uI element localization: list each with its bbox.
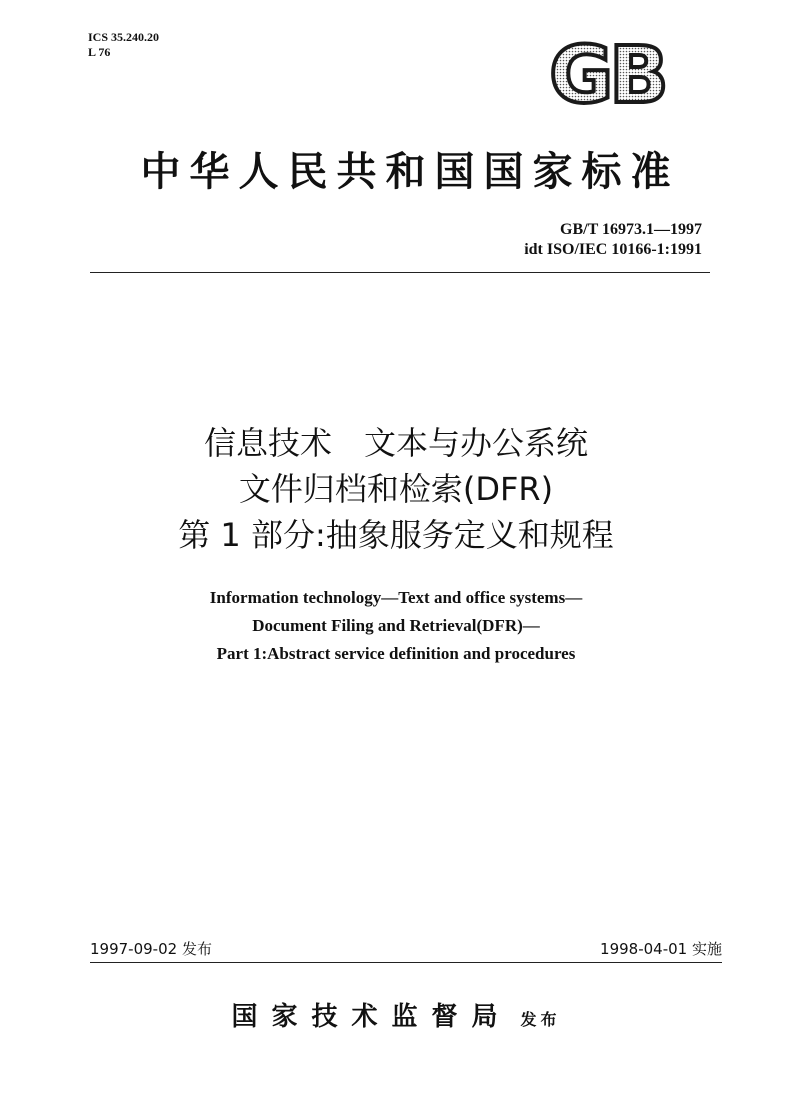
english-title <box>40 584 752 668</box>
english-title-line: Information technology—Text and office systems— <box>209 588 583 607</box>
issue-date: 1997-09-02 发布 <box>90 940 212 958</box>
classification-codes <box>88 30 159 60</box>
idt-number: idt ISO/IEC 10166-1:1991 <box>524 241 702 258</box>
ics-code: ICS 35.240.20 <box>88 30 160 44</box>
chinese-title-line: 文件归档和检索(DFR) <box>238 470 554 508</box>
publisher-action: 发布 <box>520 1010 561 1029</box>
gb-logo-icon <box>538 38 676 108</box>
english-title-line: Part 1:Abstract service definition and procedures <box>216 644 576 663</box>
publisher-name: 国家技术监督局 <box>231 1002 512 1032</box>
chinese-title-line: 第 1 部分:抽象服务定义和规程 <box>178 516 614 554</box>
publisher <box>120 996 672 1033</box>
english-title-line: Document Filing and Retrieval(DFR)— <box>252 616 540 635</box>
gb-number: GB/T 16973.1—1997 <box>560 221 702 238</box>
national-standard-title: 中华人民共和国国家标准 <box>140 148 680 195</box>
chinese-title <box>40 420 752 558</box>
implementation-date: 1998-04-01 实施 <box>600 940 722 958</box>
gb-logo-text: GB <box>549 38 665 108</box>
header-divider <box>90 272 710 273</box>
chinese-title-line: 信息技术 文本与办公系统 <box>203 424 588 462</box>
gb-logo <box>538 38 676 108</box>
footer-divider <box>90 962 722 963</box>
date-row <box>90 938 722 964</box>
ccs-code: L 76 <box>88 45 111 59</box>
standard-number <box>524 220 702 260</box>
